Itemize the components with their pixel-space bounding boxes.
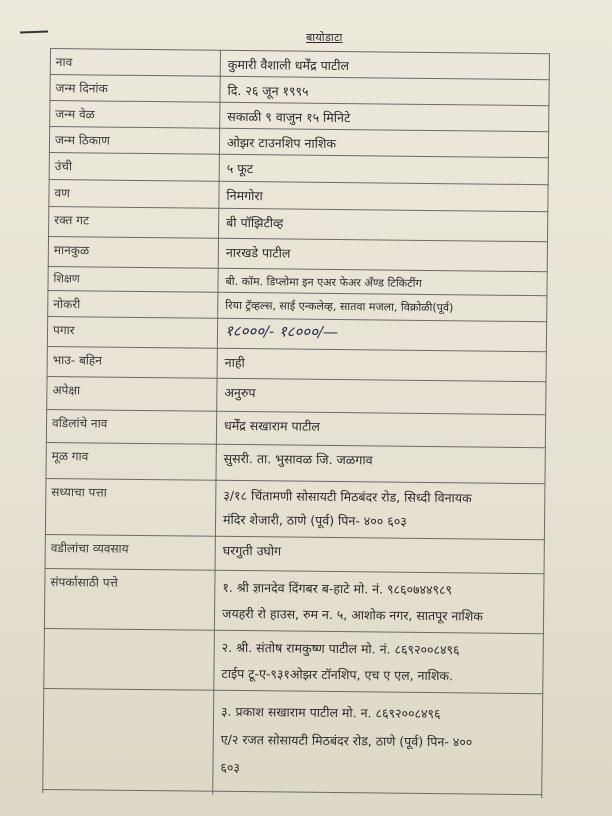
row-value: नाही: [224, 354, 245, 371]
salary-handwritten: १८०००/- १८०००/—: [224, 321, 339, 342]
row-label: जन्म दिनांक: [55, 81, 108, 96]
row-value: कुमारी वैशाली धर्मेंद्र पाटील: [227, 56, 350, 74]
row-value: निमगोरा: [226, 187, 263, 204]
row-value-line: ३. प्रकाश सखाराम पाटील मो. न. ८६९२००८४९६: [220, 703, 441, 722]
row-label: वण: [54, 186, 70, 201]
row-label: शिक्षण: [53, 272, 80, 286]
row-label: जन्म ठिकाण: [54, 133, 110, 148]
row-label: संपर्कासाठी पत्ते: [50, 575, 118, 590]
row-label: रक्त गट: [54, 213, 90, 228]
row-value: ५ फूट: [226, 160, 254, 177]
row-label: जन्म वेळ: [55, 107, 95, 122]
table-row: [42, 688, 543, 795]
row-value: अनुरुप: [224, 384, 256, 401]
row-value-line: मंदिर शेजारी, ठाणे (पूर्व) पिन- ४०० ६०३: [222, 511, 407, 529]
biodata-table: [42, 48, 550, 798]
row-label: अपेक्षा: [52, 383, 81, 398]
row-label: वडिलांचे नाव: [51, 416, 108, 431]
row-value: सुसरी. ता. भुसावळ जि. जळगाव: [223, 450, 373, 468]
row-value: घरगुती उघोग: [222, 542, 282, 559]
row-label: सध्याचा पत्ता: [51, 485, 107, 500]
row-label: पगार: [52, 323, 75, 338]
row-value-line: जयहरी रो हाउस, रुम न. ५, आशोक नगर, सातपूर नाशिक: [222, 605, 483, 624]
row-value-line: ३/१८ चिंतामणी सोसायटी मिठबंदर रोड, सिध्दी विनायक: [223, 487, 472, 506]
row-value: बी. कॉम. डिप्लोमा इन एअर फेअर अँण्ड टिकिटींग: [225, 274, 422, 290]
row-value: दि. २६ जून १९९५: [227, 82, 309, 99]
row-label: नोकरी: [53, 297, 81, 312]
row-value: बी पॉझिटीव्ह: [226, 214, 284, 231]
row-label: वडीलांचा व्यवसाय: [50, 541, 129, 556]
row-value-line: ए/२ रजत सोसायटी मिठबंदर रोड, ठाणे (पूर्व) पिन- ४००: [220, 731, 473, 750]
page-title: बायोडाटा: [306, 31, 343, 44]
row-value-line: ६०३: [220, 759, 241, 776]
row-value: रिया ट्रॅव्हल्स, साई एन्कलेव्ह, सातवा मजला, विक्रोळी(पूर्व): [225, 298, 454, 315]
table-row: [45, 478, 546, 540]
row-label: नाव: [55, 55, 73, 70]
row-value-line: २. श्री. संतोष रामकुष्ण पाटील मो. नं. ८६९२००८४९६: [221, 639, 460, 658]
row-value-line: टाईप टू-ए-९३१ओझर टॉनशिप, एच ए एल, नाशिक.: [221, 665, 454, 684]
table-row: [43, 628, 544, 694]
row-label: उंची: [54, 159, 73, 174]
row-value: ओझर टाउनशिप नाशिक: [226, 134, 337, 151]
row-value: नारखडे पाटील: [225, 244, 291, 261]
row-label: मूळ गाव: [51, 449, 89, 464]
row-label: मानकुळ: [53, 243, 90, 258]
row-value: सकाळी ९ वाजुन १५ मिनिटे: [227, 108, 351, 126]
row-label: भाउ- बहिन: [52, 353, 103, 368]
table-row: [44, 568, 545, 634]
pen-mark: [20, 31, 48, 34]
row-value-line: १. श्री ज्ञानदेव दिंगबर ब-हाटे मो. नं. ९८६०७४४९८९: [222, 579, 453, 598]
row-value: धर्मेंद्र सखाराम पाटील: [223, 417, 320, 434]
